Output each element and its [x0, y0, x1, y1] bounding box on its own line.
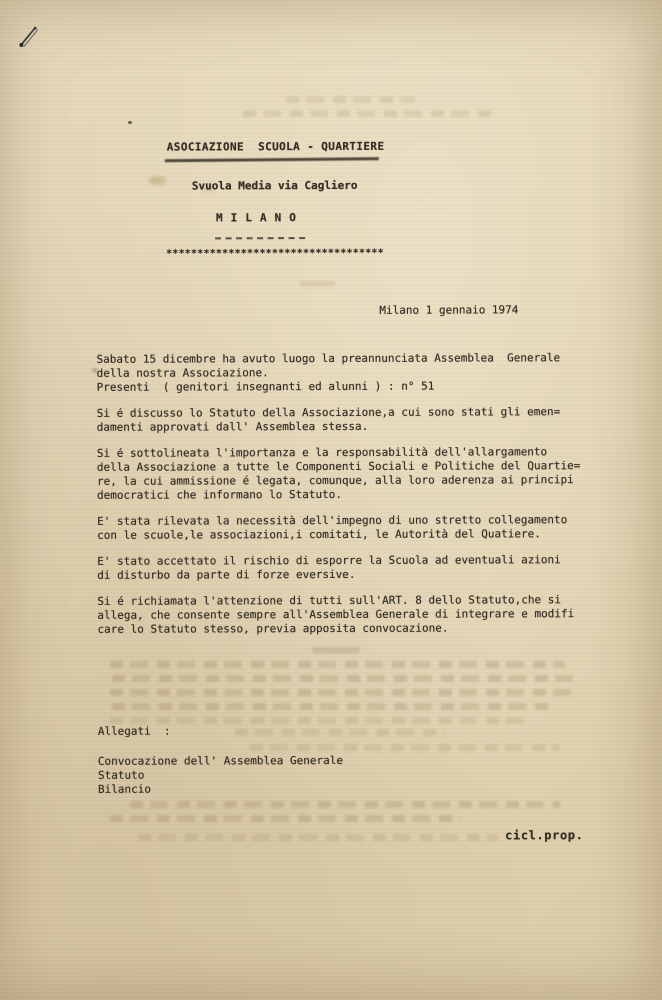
- asterisk-separator: ***********************************: [166, 247, 384, 260]
- attachment-item: Bilancio: [97, 782, 152, 796]
- paragraph-statute-discussed: Si é discusso lo Statuto della Associazione,a cui sono stati gli emen= damenti approvati dall' Assemblea stessa.: [96, 405, 561, 434]
- city-underline: [215, 237, 305, 239]
- attachment-item: Statuto: [97, 768, 145, 782]
- paragraph-rischio: E' stato accettato il rischio di esporre la Scuola ad eventuali azioni di disturbo da parte di forze eversive.: [97, 553, 561, 582]
- school-name: Svuola Media via Cagliero: [191, 178, 358, 193]
- cicl-prop-stamp: cicl.prop.: [505, 828, 584, 843]
- paragraph-art8: Si é richiamata l'attenzione di tutti sull'ART. 8 dello Statuto,che si allega, che consente sempre all'Assemblea Generale di integrare e modifi care lo Statuto stesso, previa apposita convocazione.: [97, 593, 575, 636]
- city-name: M I L A N O: [215, 211, 297, 225]
- attachments-section: [98, 724, 343, 797]
- paragraph-collegamento: E' stata rilevata la necessità dell'impegno di uno stretto collegamento con le scuole,le associazioni,i comitati, le Autorità del Quatiere.: [97, 513, 568, 542]
- paragraph-assembly-held: Sabato 15 dicembre ha avuto luogo la preannunciata Assemblea Generale della nostra Associazione. Presenti ( genitori insegnanti ed alunni ) : n° 51: [96, 351, 561, 394]
- paragraph-enlargement: Si é sottolineata l'importanza e la responsabilità dell'allargamento della Associazione a tutte le Componenti Sociali e Politiche del Quartie= re, la cui ammissione é legata, comunque, alla loro aderenza ai principi democratici che informano lo Statuto.: [96, 445, 581, 502]
- attachment-item: Convocazione dell' Assemblea Generale: [97, 753, 343, 768]
- dateline: Milano 1 gennaio 1974: [379, 303, 519, 317]
- association-title: ASOCIAZIONE SCUOLA - QUARTIERE: [166, 139, 385, 154]
- title-underline: [165, 157, 379, 162]
- attachments-label: Allegati :: [97, 724, 171, 738]
- letter-body: [96, 351, 587, 649]
